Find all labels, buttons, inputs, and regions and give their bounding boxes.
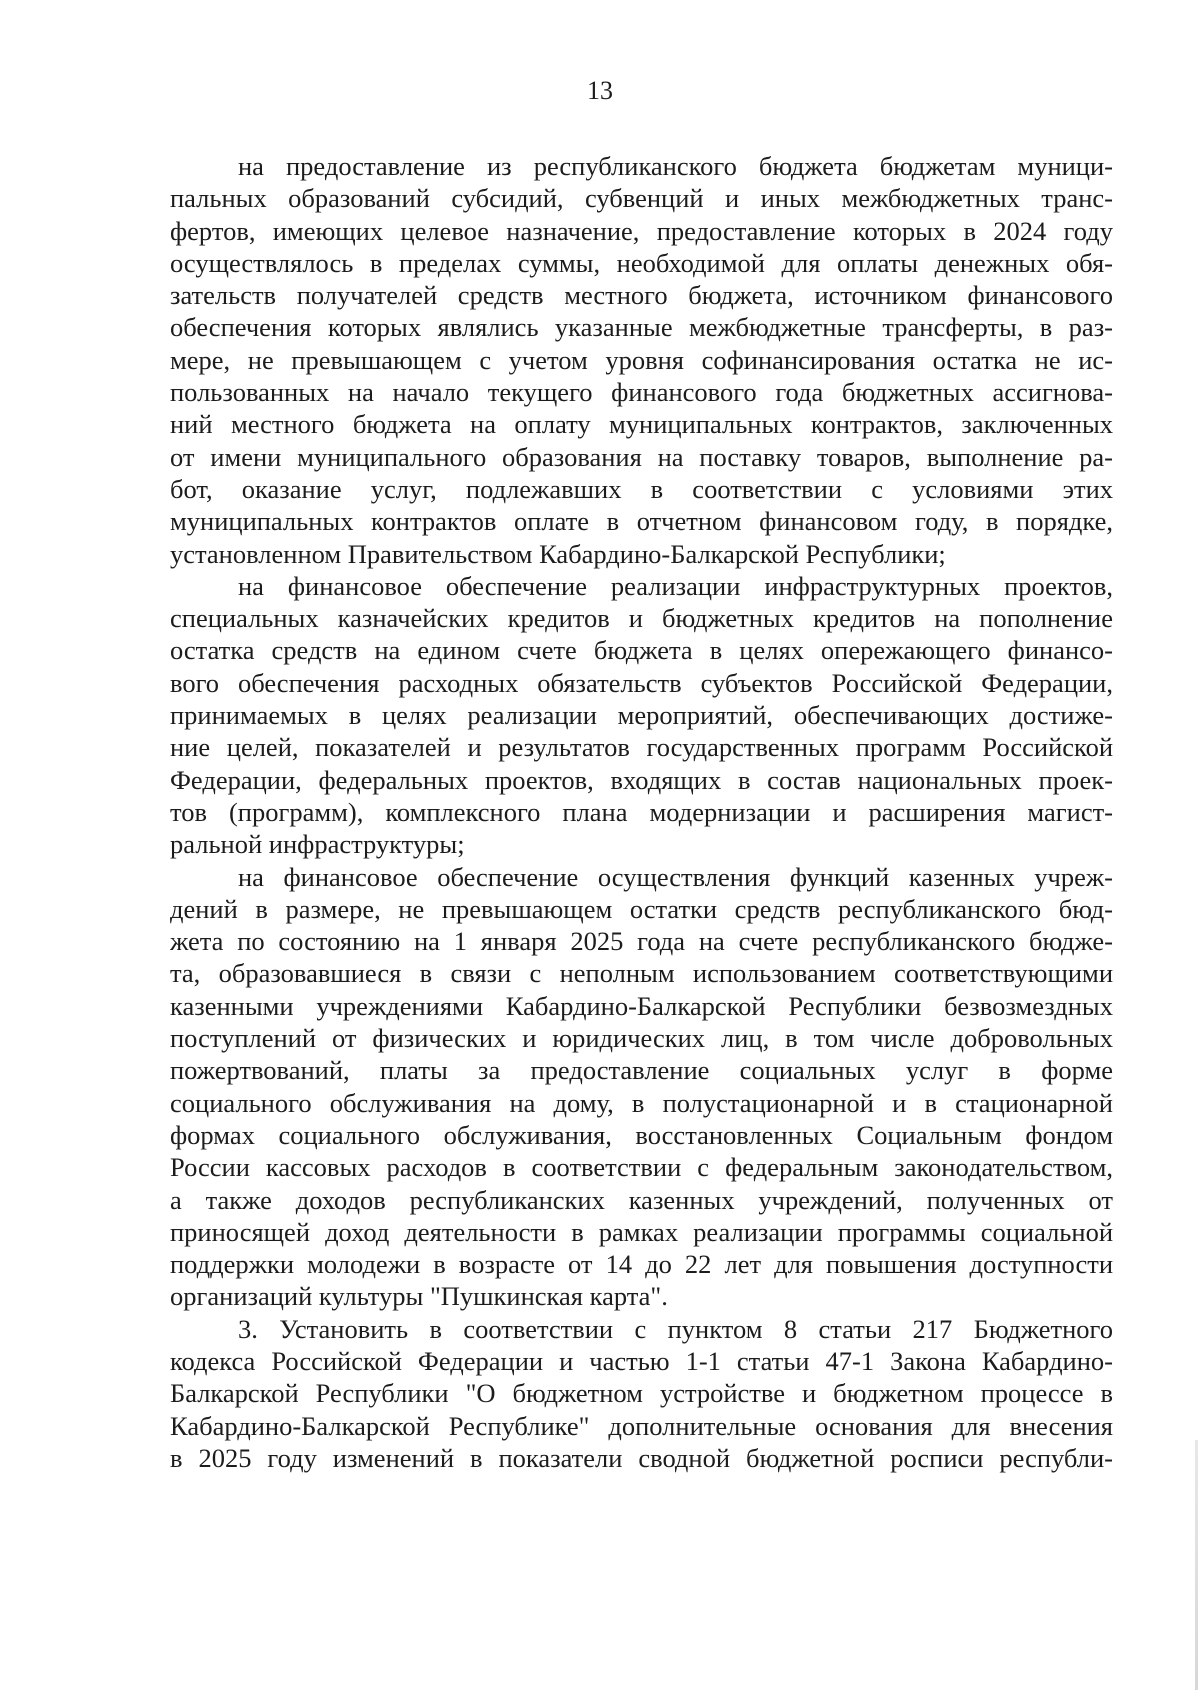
text-line: пользованных на начало текущего финансового года бюджетных ассигнова- (170, 377, 1113, 408)
paragraph-infrastructure (170, 570, 1113, 861)
text-line: фертов, имеющих целевое назначение, предоставление которых в 2024 году (170, 215, 1113, 246)
paragraph-institutions (170, 861, 1113, 1313)
text-line: России кассовых расходов в соответствии с федеральным законодательством, (170, 1152, 1113, 1183)
text-line: в 2025 году изменений в показатели сводной бюджетной росписи республи- (170, 1442, 1113, 1473)
text-line: приносящей доход деятельности в рамках реализации программы социальной (170, 1216, 1113, 1247)
scan-edge-shadow (1195, 1440, 1198, 1690)
text-line: Федерации, федеральных проектов, входящих в состав национальных проек- (170, 764, 1113, 795)
text-line: обеспечения которых являлись указанные межбюджетные трансферты, в раз- (170, 312, 1113, 343)
text-line: остатка средств на едином счете бюджета в целях опережающего финансо- (170, 635, 1113, 666)
paragraph-subsidies (170, 150, 1113, 570)
text-line: на финансовое обеспечение реализации инфраструктурных проектов, (238, 570, 1113, 601)
text-line: принимаемых в целях реализации мероприятий, обеспечивающих достиже- (170, 700, 1113, 731)
text-line: на финансовое обеспечение осуществления функций казенных учреж- (238, 861, 1113, 892)
text-line: Кабардино-Балкарской Республике" дополнительные основания для внесения (170, 1410, 1113, 1441)
text-line: Балкарской Республики "О бюджетном устройстве и бюджетном процессе в (170, 1378, 1113, 1409)
text-line: от имени муниципального образования на поставку товаров, выполнение ра- (170, 441, 1113, 472)
text-line: поддержки молодежи в возрасте от 14 до 22 лет для повышения доступности (170, 1249, 1113, 1280)
text-line: жета по состоянию на 1 января 2025 года на счете республиканского бюдже- (170, 926, 1113, 957)
text-line: муниципальных контрактов оплате в отчетном финансовом году, в порядке, (170, 506, 1113, 537)
text-line: ральной инфраструктуры; (170, 829, 465, 860)
text-line: осуществлялось в пределах суммы, необходимой для оплаты денежных обя- (170, 247, 1113, 278)
paragraph-item-3 (170, 1313, 1113, 1474)
text-line: установленном Правительством Кабардино-Балкарской Республики; (170, 538, 946, 569)
text-line: социального обслуживания на дому, в полустационарной и в стационарной (170, 1087, 1113, 1118)
text-line: на предоставление из республиканского бюджета бюджетам муници- (238, 151, 1113, 181)
text-line: 3. Установить в соответствии с пунктом 8 статьи 217 Бюджетного (238, 1313, 1113, 1344)
text-line: организаций культуры "Пушкинская карта". (170, 1281, 668, 1312)
document-body (170, 150, 1113, 1474)
text-line: вого обеспечения расходных обязательств субъектов Российской Федерации, (170, 667, 1113, 698)
text-line: дений в размере, не превышающем остатки средств республиканского бюд- (170, 893, 1113, 924)
text-line: ние целей, показателей и результатов государственных программ Российской (170, 732, 1113, 763)
text-line: а также доходов республиканских казенных учреждений, полученных от (170, 1184, 1113, 1215)
text-line: пожертвований, платы за предоставление социальных услуг в форме (170, 1055, 1113, 1086)
text-line: формах социального обслуживания, восстановленных Социальным фондом (170, 1119, 1113, 1150)
text-line: казенными учреждениями Кабардино-Балкарской Республики безвозмездных (170, 990, 1113, 1021)
text-line: специальных казначейских кредитов и бюджетных кредитов на пополнение (170, 603, 1113, 634)
text-line: мере, не превышающем с учетом уровня софинансирования остатка не ис- (170, 344, 1113, 375)
text-line: зательств получателей средств местного бюджета, источником финансового (170, 280, 1113, 311)
text-line: поступлений от физических и юридических лиц, в том числе добровольных (170, 1023, 1113, 1054)
text-line: ний местного бюджета на оплату муниципальных контрактов, заключенных (170, 409, 1113, 440)
text-line: бот, оказание услуг, подлежавших в соответствии с условиями этих (170, 473, 1113, 504)
text-line: пальных образований субсидий, субвенций и иных межбюджетных транс- (170, 183, 1113, 214)
text-line: та, образовавшиеся в связи с неполным использованием соответствующими (170, 958, 1113, 989)
page-number: 13 (587, 76, 613, 105)
text-line: кодекса Российской Федерации и частью 1-1 статьи 47-1 Закона Кабардино- (170, 1345, 1113, 1376)
text-line: тов (программ), комплексного плана модернизации и расширения магист- (170, 796, 1113, 827)
